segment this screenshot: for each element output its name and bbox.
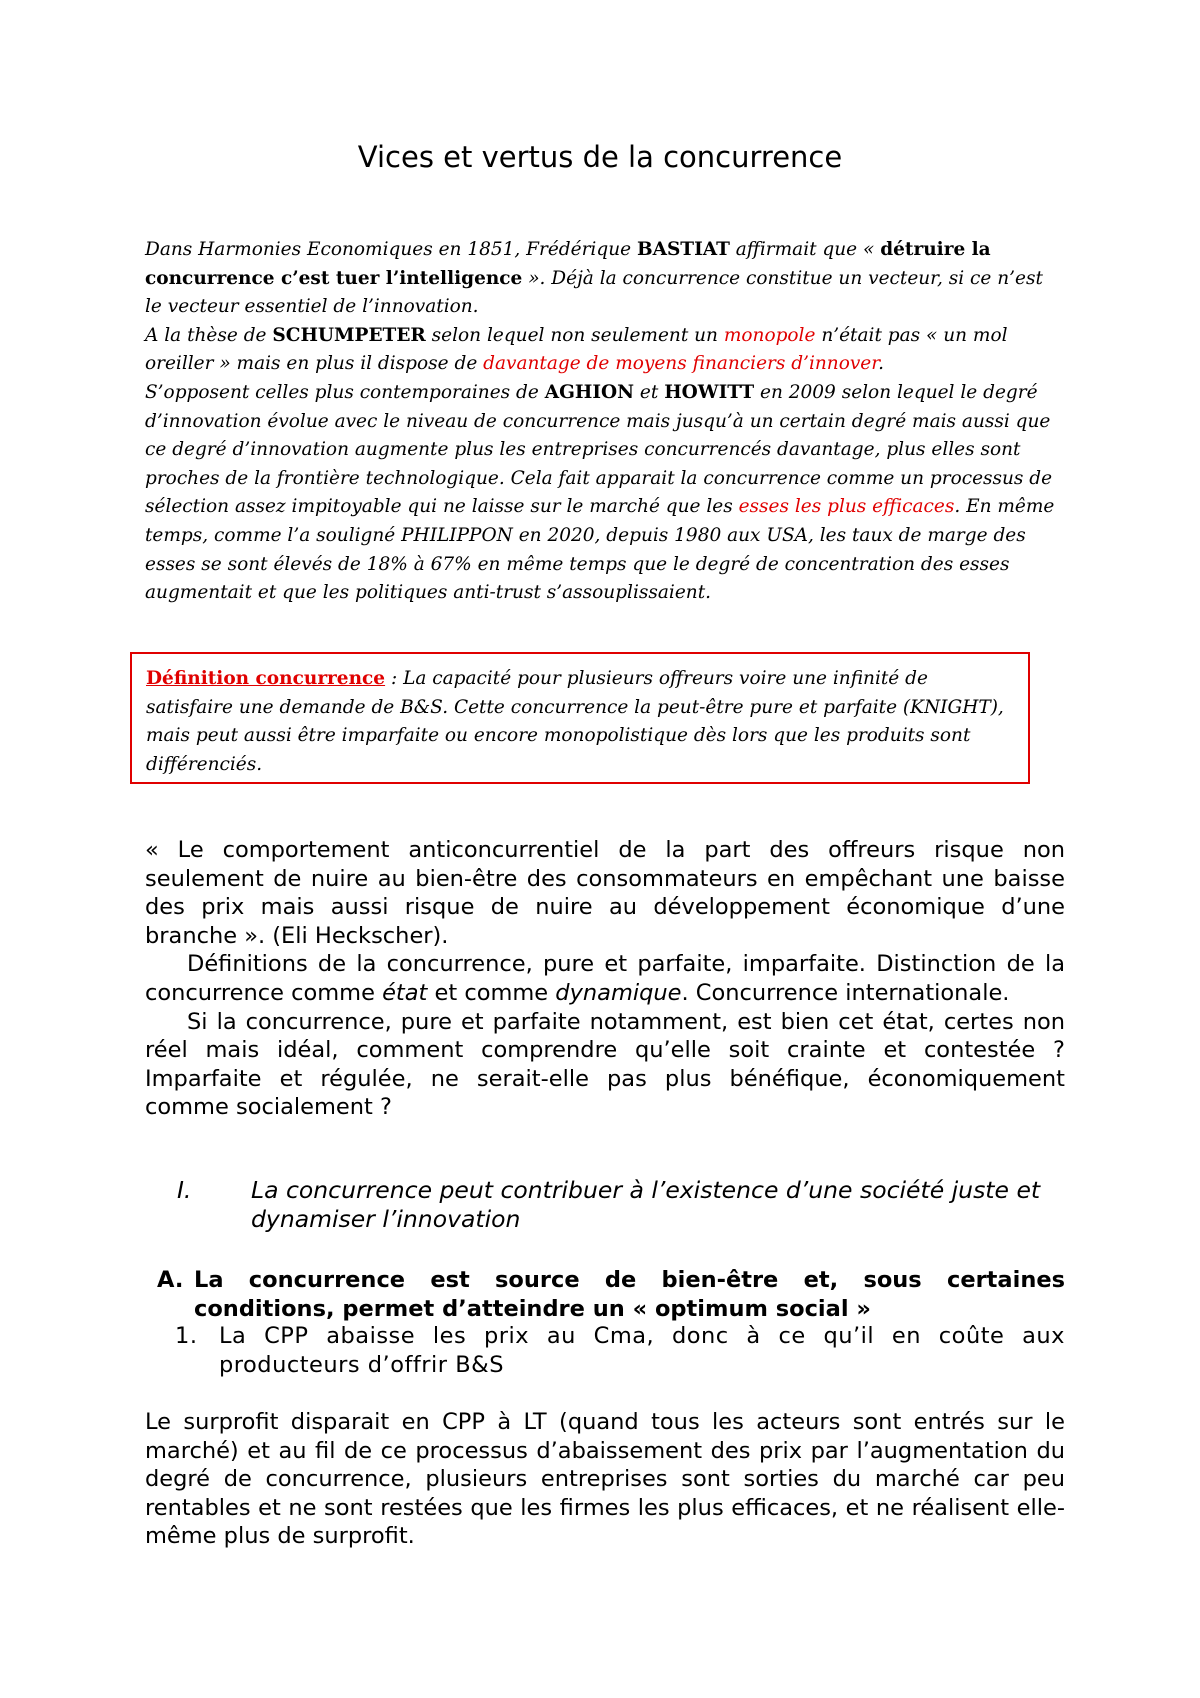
highlight-esses-efficaces: esses les plus efficaces [738,496,955,518]
section-title: La concurrence peut contribuer à l’existence d’une société juste et dynamiser l’innovation [251,1176,1041,1233]
intro-text: Dans Harmonies Economiques en 1851, Frédérique [145,239,637,260]
intro-text: S’opposent celles plus contemporaines de [145,381,545,403]
italic-dynamique: dynamique [555,979,682,1006]
intro-text: n’était pas « un mol oreiller » mais en plus il dispose de [145,324,1008,375]
heckscher-quote-paragraph: « Le comportement anticoncurrentiel de la part des offreurs risque non seulement de nuire au bien-être des consommateurs en empêchant une baisse des prix mais aussi risque de nuire au développement économique d’une branche ». (Eli Heckscher). [145,837,1065,949]
author-howitt: HOWITT [664,381,755,403]
intro-paragraph-schumpeter [145,322,1065,379]
author-aghion: AGHION [544,381,635,403]
question-paragraph: Si la concurrence, pure et parfaite notamment, est bien cet état, certes non réel mais idéal, comment comprendre qu’elle soit crainte et contestée ? Imparfaite et régulée, ne serait-elle pas plus bénéfique, économiquement comme socialement ? [145,1008,1065,1121]
intro-text: selon lequel non seulement un [425,324,724,346]
intro-text: affirmait que « [729,239,881,260]
numbered-item-1 [175,1322,1065,1379]
intro-paragraph-aghion-howitt [145,379,1065,608]
surprofit-paragraph: Le surprofit disparait en CPP à LT (quand tous les acteurs sont entrés sur le marché) et au fil de ce processus d’abaissement des prix par l’augmentation du degré de concurrence, plusieurs entreprises sont sorties du marché car peu rentables et ne sont restées que les firmes les plus efficaces, et ne réalisent elle-même plus de surprofit. [145,1409,1065,1550]
definition-label: Définition concurrence [146,668,386,689]
definition-box [130,652,1030,784]
intro-text: . En même temps, comme l’a souligné PHILIPPON en 2020, depuis 1980 aux USA, les taux de marge des esses se sont élevés de 18% à 67% en même temps que le degré de concentration des esses augmentait et que les politiques anti-trust s’assouplissaient. [145,496,1055,604]
section-heading-i [145,1176,1065,1234]
intro-text: ». Déjà la concurrence constitue un vecteur, si ce n’est le vecteur essentiel de l’innovation. [145,267,1043,318]
paragraph-text: Définitions de la concurrence, pure et parfaite, imparfaite. Distinction de la concurrence comme [145,951,1065,1006]
italic-etat: état [382,979,428,1006]
paragraph-text: . Concurrence internationale. [681,979,1010,1006]
item-number: 1. [175,1323,198,1349]
definitions-paragraph [145,950,1065,1007]
highlight-moyens-financiers: davantage de moyens financiers d’innover [483,353,879,375]
intro-text: A la thèse de [145,324,273,346]
section-number: I. [177,1176,192,1204]
problematic-block [145,836,1065,1122]
author-bastiat: BASTIAT [636,239,730,260]
definition-text: : La capacité pour plusieurs offreurs voire une infinité de satisfaire une demande de B&S. Cette concurrence la peut-être pure et parfaite (KNIGHT), mais peut aussi être imparfaite ou encore monopolistique dès lors que les produits sont différenciés. [146,668,1004,775]
intro-text: . [878,353,884,375]
intro-paragraph-bastiat [145,236,1065,322]
subsection-number: A. [157,1267,184,1293]
intro-text: en 2009 selon lequel le degré d’innovation évolue avec le niveau de concurrence mais jusqu’à un certain degré mais aussi que ce degré d’innovation augmente plus les entreprises concurrencés davantage, plus elles sont proches de la frontière technologique. Cela fait apparait la concurrence comme un processus de sélection assez impitoyable qui ne laisse sur le marché que les [145,381,1053,518]
author-schumpeter: SCHUMPETER [272,324,426,346]
item-text: La CPP abaisse les prix au Cma, donc à ce qu’il en coûte aux producteurs d’offrir B&S [219,1323,1065,1378]
bastiat-quote: détruire la concurrence c’est tuer l’intelligence [145,239,991,289]
subsection-title: La concurrence est source de bien-être et, sous certaines conditions, permet d’atteindre un « optimum social » [194,1267,1065,1322]
highlight-monopole: monopole [723,324,816,346]
paragraph-text: et comme [427,979,556,1006]
document-title: Vices et vertus de la concurrence [357,140,843,174]
intro-block [145,236,1065,608]
intro-text: et [634,381,665,403]
subsection-heading-a [157,1266,1065,1323]
